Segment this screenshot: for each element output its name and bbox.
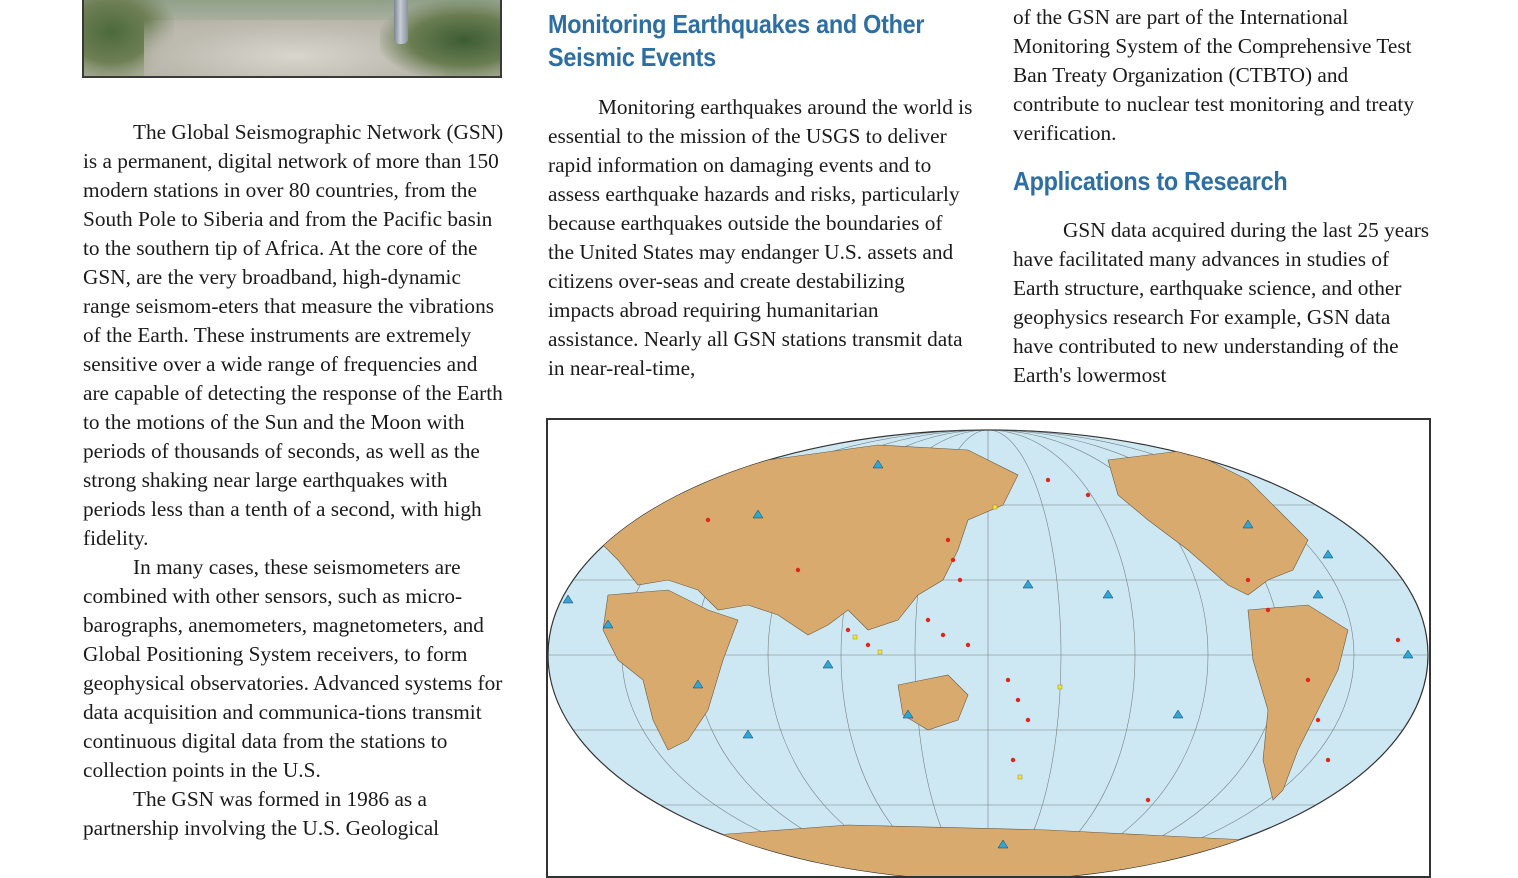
paragraph: Monitoring earthquakes around the world is essential to the mission of the USGS to deliver rapid information on damaging events and to assess earthquake hazards and risks, particularly because earthquakes outside the boundaries of the United States may endanger U.S. assets and citizens over-seas and create destabilizing impacts abroad requiring humanitarian assistance. Nearly all GSN stations transmit data in near-real-time, <box>548 95 973 380</box>
paragraph: The GSN was formed in 1986 as a partnership involving the U.S. Geological <box>83 787 440 840</box>
column-3 <box>1013 3 1433 148</box>
map-graphic <box>548 420 1431 878</box>
column-2 <box>548 93 973 383</box>
section-heading-monitoring: Monitoring Earthquakes and Other Seismic Events <box>548 9 925 72</box>
paragraph: GSN data acquired during the last 25 years have facilitated many advances in studies of Earth structure, earthquake science, and other geophysics research For example, GSN data have contributed to new understanding of the Earth's lowermost <box>1013 218 1430 387</box>
gsn-world-map <box>546 418 1431 878</box>
column-3-body <box>1013 216 1433 390</box>
paragraph: of the GSN are part of the International Monitoring System of the Comprehensive Test Ban Treaty Organization (CTBTO) and contribute to nuclear test monitoring and treaty verification. <box>1013 5 1414 145</box>
section-heading-research: Applications to Research <box>1013 166 1288 196</box>
paragraph: In many cases, these seismometers are combined with other sensors, such as micro-barographs, anemometers, magnetometers, and Global Positioning System receivers, to form geophysical observatories. Advanced systems for data acquisition and communica-tions transmit continuous digital data from the stations to collection points in the U.S. <box>83 555 503 782</box>
paragraph: The Global Seismographic Network (GSN) is a permanent, digital network of more than 150 modern stations in over 80 countries, from the South Pole to Siberia and from the Pacific basin to the southern tip of Africa. At the core of the GSN, are the very broadband, high-dynamic range seismom-eters that measure the vibrations of the Earth. These instruments are extremely sensitive over a wide range of frequencies and are capable of detecting the response of the Earth to the motions of the Sun and the Moon with periods of thousands of seconds, as well as the strong shaking near large earthquakes with periods less than a tenth of a second, with high fidelity. <box>83 120 504 550</box>
column-1 <box>83 118 508 843</box>
station-photo <box>82 0 502 78</box>
